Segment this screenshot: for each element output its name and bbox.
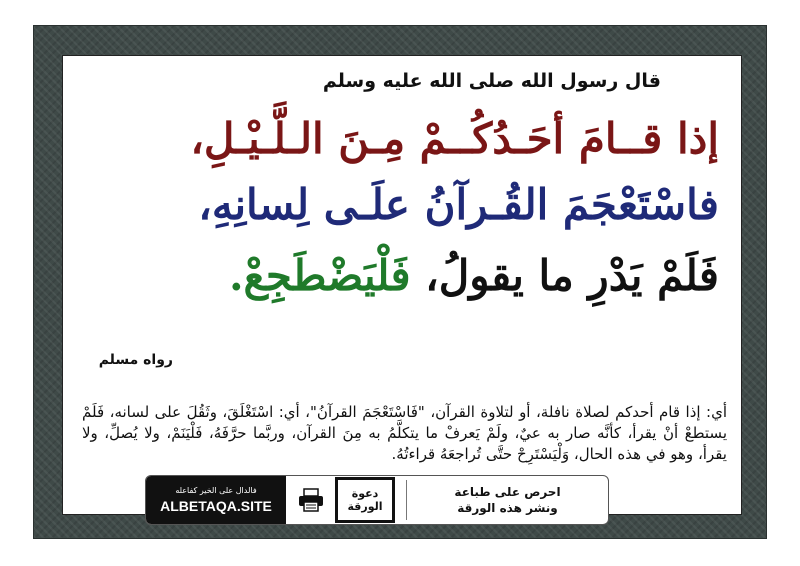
narrator: رواه مسلم [98,352,173,368]
explanation-text: أي: إذا قام أحدكم لصلاة نافلة، أو لتلاوة القرآن، "فَاسْتَعْجَمَ القرآنُ"، أي: اسْتَغْلَقَ، وثَقُلَ على لسانه، فَلَمْ يستطعْ أنْ يقرأ، كأنَّه صار به عيٌ، ولَمْ يَعرفْ ما يتكلَّمُ به مِنَ القرآن، وربَّما حرَّفَهُ، فَلْيَنَمْ، ولا يُصلِّ، ولا يقرأ، وهو في هذه الحال، وَلْيَسْتَرِحْ حتَّى تُراجعَهُ قراءتُهُ. [82,403,727,463]
footer-site-url: ALBETAQA.SITE [160,498,272,514]
hadith-line-2: فاسْتَعْجَمَ القُـرآنُ علَـى لِسانِهِ، [198,180,719,229]
footer-banner [145,475,609,525]
hadith-line-3 [229,251,719,300]
footer-note-line-2: ونشر هذه الورقة [457,501,558,515]
dawat-alwaraqa-logo: دعوة الورقة [335,477,395,523]
footer-site-box [146,476,286,524]
prophet-said-heading: قال رسول الله صلى الله عليه وسلم [322,70,661,92]
footer-logos [286,476,406,524]
footer-site-tagline: فالدال على الخير كفاعله [175,486,257,495]
card [62,55,742,515]
footer-note [406,480,608,520]
hadith-line-1: إذا قــامَ أحَـدُكُــمْ مِـنَ الـلَّـيْـلِ، [190,114,719,163]
printer-icon [297,488,325,512]
hadith-line-3-main: فَلَمْ يَدْرِ ما يقولُ، [410,251,719,300]
hadith-line-3-green: فَلْيَضْطَجِعْ. [228,251,411,300]
footer-note-line-1: احرص على طباعة [454,485,561,499]
